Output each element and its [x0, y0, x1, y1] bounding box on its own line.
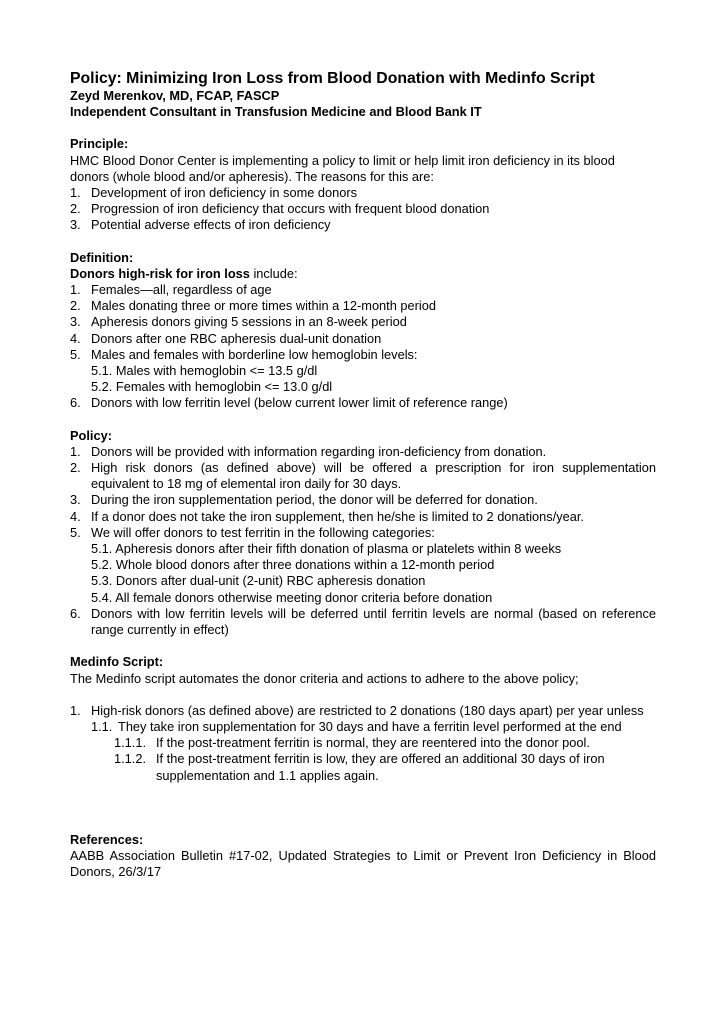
sub-list-item: 5.2. Females with hemoglobin <= 13.0 g/dl	[91, 379, 333, 395]
list-text: If the post-treatment ferritin is normal, they are reentered into the donor pool.	[156, 735, 590, 751]
list-item	[70, 331, 656, 347]
list-number: 1.	[70, 443, 81, 459]
list-number: 4.	[70, 330, 81, 346]
list-number: 5.	[70, 346, 81, 362]
list-text: Donors will be provided with information regarding iron-deficiency from donation.	[91, 443, 547, 459]
list-text: Donors with low ferritin level (below current lower limit of reference range)	[91, 395, 508, 411]
sub-sub-list-item	[70, 735, 656, 751]
list-item	[70, 282, 656, 298]
list-number: 3.	[70, 492, 81, 508]
list-item	[70, 509, 656, 525]
list-number: 1.1.1.	[114, 735, 147, 751]
list-text: Progression of iron deficiency that occurs with frequent blood donation	[91, 201, 490, 217]
list-item	[70, 444, 656, 460]
list-number: 1.1.2.	[114, 751, 147, 767]
list-text: Males and females with borderline low hemoglobin levels:	[91, 346, 418, 362]
affiliation-line: Independent Consultant in Transfusion Medicine and Blood Bank IT	[70, 104, 482, 120]
list-number: 1.1.	[91, 718, 113, 734]
list-text: Donors with low ferritin levels will be deferred until ferritin levels are normal (based on reference range currently in effect)	[91, 605, 656, 638]
list-text: High-risk donors (as defined above) are restricted to 2 donations (180 days apart) per year unless	[91, 702, 644, 718]
list-text: Potential adverse effects of iron deficiency	[91, 217, 331, 233]
list-text: Donors after one RBC apheresis dual-unit donation	[91, 330, 382, 346]
list-number: 1.	[70, 185, 81, 201]
list-number: 6.	[70, 395, 81, 411]
list-item	[70, 298, 656, 314]
list-number: 1.	[70, 702, 81, 718]
definition-section	[70, 250, 656, 412]
sub-sub-list-item	[70, 751, 656, 783]
policy-section	[70, 428, 656, 639]
list-item	[70, 606, 656, 638]
principle-heading: Principle:	[70, 136, 129, 152]
list-item	[70, 201, 656, 217]
sub-list-item: 5.3. Donors after dual-unit (2-unit) RBC apheresis donation	[91, 573, 426, 589]
definition-lead-rest: include:	[249, 265, 298, 281]
list-text: During the iron supplementation period, the donor will be deferred for donation.	[91, 492, 538, 508]
references-heading: References:	[70, 831, 144, 847]
script-intro: The Medinfo script automates the donor criteria and actions to adhere to the above policy;	[70, 670, 579, 686]
list-number: 2.	[70, 201, 81, 217]
list-item	[70, 525, 656, 541]
list-number: 2.	[70, 298, 81, 314]
sub-list-item: 5.1. Males with hemoglobin <= 13.5 g/dl	[91, 363, 318, 379]
list-item	[70, 703, 656, 719]
script-section	[70, 654, 656, 783]
list-item	[70, 460, 656, 492]
references-text: AABB Association Bulletin #17-02, Updated Strategies to Limit or Prevent Iron Deficiency in Blood Donors, 26/3/17	[70, 847, 656, 880]
principle-text: HMC Blood Donor Center is implementing a policy to limit or help limit iron deficiency in its blood donors (whole blood and/or apheresis). The reasons for this are:	[70, 152, 615, 184]
list-text: Development of iron deficiency in some donors	[91, 185, 358, 201]
sub-list-item: 5.2. Whole blood donors after three donations within a 12-month period	[91, 557, 495, 573]
author-line: Zeyd Merenkov, MD, FCAP, FASCP	[70, 88, 280, 103]
list-number: 1.	[70, 282, 81, 298]
list-number: 2.	[70, 460, 81, 476]
definition-lead	[70, 266, 656, 282]
list-number: 3.	[70, 314, 81, 330]
list-item	[70, 395, 656, 411]
document-page	[70, 70, 656, 880]
list-number: 6.	[70, 605, 81, 621]
list-number: 5.	[70, 524, 81, 540]
document-title: Policy: Minimizing Iron Loss from Blood Donation with Medinfo Script	[70, 70, 595, 87]
list-text: We will offer donors to test ferritin in the following categories:	[91, 524, 435, 540]
list-text: If the post-treatment ferritin is low, they are offered an additional 30 days of iron supplementation and 1.1 applies again.	[156, 751, 605, 783]
definition-lead-bold: Donors high-risk for iron loss	[70, 265, 250, 281]
definition-heading: Definition:	[70, 249, 134, 265]
list-item	[70, 217, 656, 233]
list-text: Females—all, regardless of age	[91, 282, 272, 298]
references-section	[70, 832, 656, 881]
sub-list-item: 5.4. All female donors otherwise meeting donor criteria before donation	[91, 589, 493, 605]
list-text: Apheresis donors giving 5 sessions in an 8-week period	[91, 314, 407, 330]
list-text: High risk donors (as defined above) will be offered a prescription for iron supplementation equivalent to 18 mg of elemental iron daily for 30 days.	[91, 460, 656, 492]
principle-section	[70, 136, 656, 233]
list-text: If a donor does not take the iron supplement, then he/she is limited to 2 donations/year.	[91, 508, 584, 524]
list-item	[70, 347, 656, 363]
list-item	[70, 492, 656, 508]
list-item	[70, 314, 656, 330]
list-text: Males donating three or more times within a 12-month period	[91, 298, 436, 314]
list-item	[70, 185, 656, 201]
sub-list-item: 5.1. Apheresis donors after their fifth donation of plasma or platelets within 8 weeks	[91, 541, 562, 557]
list-text: They take iron supplementation for 30 days and have a ferritin level performed at the end	[118, 718, 622, 734]
policy-heading: Policy:	[70, 427, 112, 443]
list-number: 3.	[70, 217, 81, 233]
script-heading: Medinfo Script:	[70, 654, 164, 670]
list-number: 4.	[70, 508, 81, 524]
sub-list-item	[70, 719, 656, 735]
